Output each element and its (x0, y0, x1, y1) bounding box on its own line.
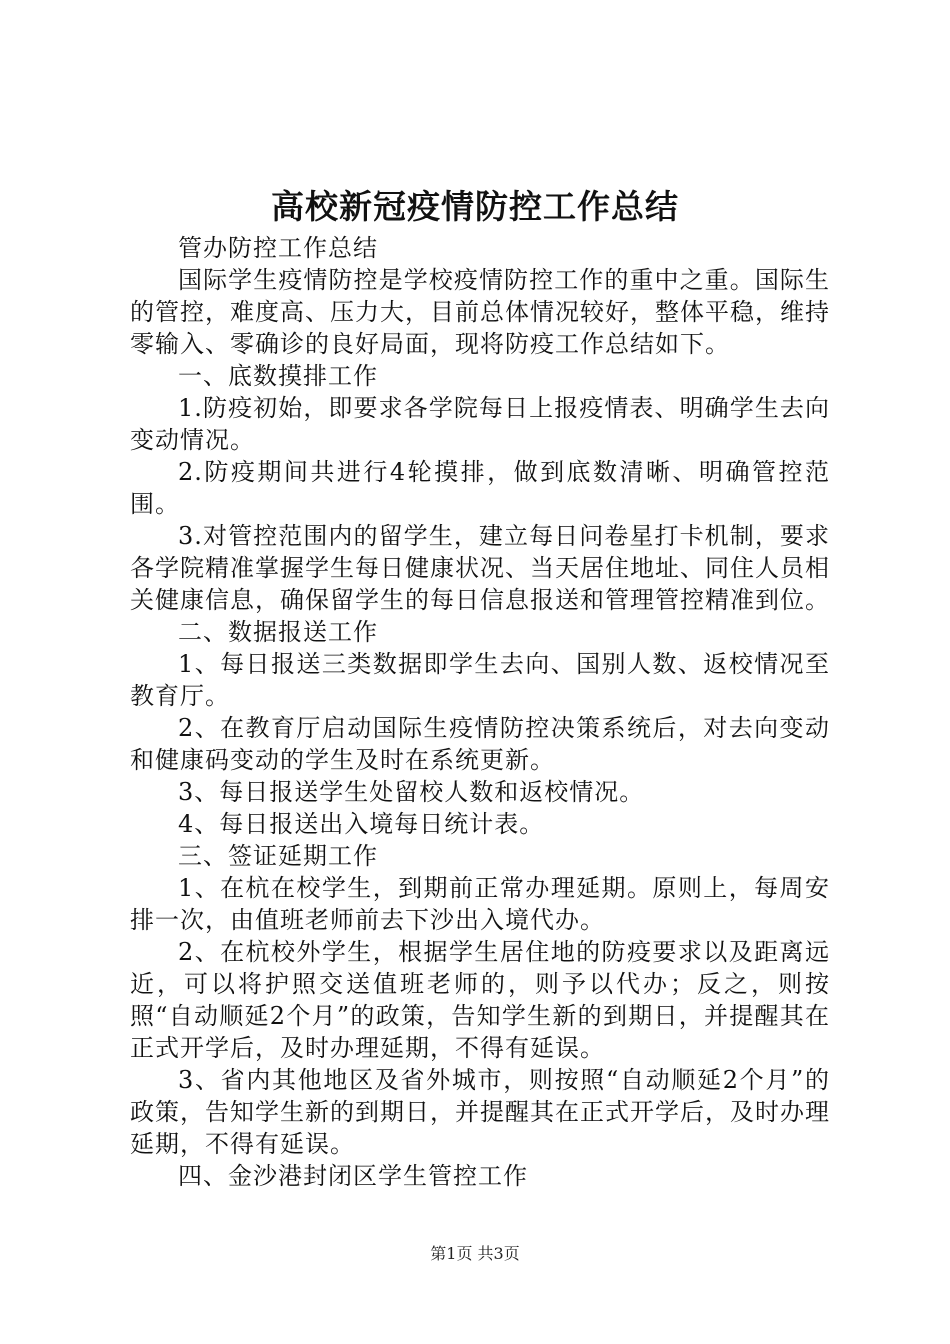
paragraph-item: 2、在杭校外学生，根据学生居住地的防疫要求以及距离远近，可以将护照交送值班老师的，则予以代办；反之，则按照“自动顺延2个月”的政策，告知学生新的到期日，并提醒其在正式开学后，及时办理延期，不得有延误。 (130, 938, 830, 1062)
paragraph-item: 4、每日报送出入境每日统计表。 (178, 810, 545, 838)
paragraph-item: 2、在教育厅启动国际生疫情防控决策系统后，对去向变动和健康码变动的学生及时在系统更新。 (130, 714, 830, 774)
paragraph-item: 1、每日报送三类数据即学生去向、国别人数、返校情况至教育厅。 (130, 650, 830, 710)
section-heading-1: 一、底数摸排工作 (178, 362, 378, 390)
paragraph-item: 2.防疫期间共进行4轮摸排，做到底数清晰、明确管控范围。 (130, 458, 830, 518)
paragraph-item: 1.防疫初始，即要求各学院每日上报疫情表、明确学生去向变动情况。 (130, 394, 830, 454)
document-body (130, 232, 830, 1192)
paragraph-item: 3、每日报送学生处留校人数和返校情况。 (178, 778, 645, 806)
page-number-footer: 第1页 共3页 (430, 1244, 520, 1263)
paragraph-item: 1、在杭在校学生，到期前正常办理延期。原则上，每周安排一次，由值班老师前去下沙出入境代办。 (130, 874, 830, 934)
paragraph-item: 3、省内其他地区及省外城市，则按照“自动顺延2个月”的政策，告知学生新的到期日，并提醒其在正式开学后，及时办理延期，不得有延误。 (130, 1066, 830, 1158)
paragraph-subtitle: 管办防控工作总结 (178, 234, 378, 262)
paragraph-item: 3.对管控范围内的留学生，建立每日问卷星打卡机制，要求各学院精准掌握学生每日健康状况、当天居住地址、同住人员相关健康信息，确保留学生的每日信息报送和管理管控精准到位。 (130, 522, 830, 614)
paragraph-intro: 国际学生疫情防控是学校疫情防控工作的重中之重。国际生的管控，难度高、压力大，目前总体情况较好，整体平稳，维持零输入、零确诊的良好局面，现将防疫工作总结如下。 (130, 266, 830, 358)
document-title: 高校新冠疫情防控工作总结 (271, 187, 679, 226)
section-heading-3: 三、签证延期工作 (178, 842, 378, 870)
section-heading-2: 二、数据报送工作 (178, 618, 378, 646)
section-heading-4: 四、金沙港封闭区学生管控工作 (178, 1162, 528, 1190)
